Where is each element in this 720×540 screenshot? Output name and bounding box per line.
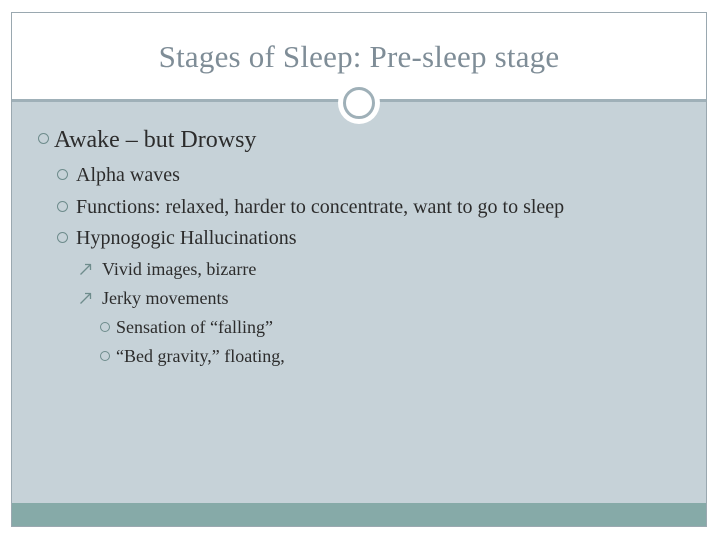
ring-bullet-icon xyxy=(100,322,110,332)
list-item xyxy=(57,164,180,187)
footer-band xyxy=(12,503,706,526)
sub-sub-list-item-text: Sensation of “falling” xyxy=(116,317,273,337)
sub-sub-list-item-text: “Bed gravity,” floating, xyxy=(116,346,285,366)
arrow-bullet-icon xyxy=(79,262,93,276)
ring-bullet-icon xyxy=(100,351,110,361)
list-item xyxy=(57,227,297,250)
sub-list-item xyxy=(79,259,256,280)
ring-bullet-icon xyxy=(38,133,49,144)
ring-icon xyxy=(338,82,380,124)
sub-list-item-text: Vivid images, bizarre xyxy=(102,259,257,279)
ring-bullet-icon xyxy=(57,201,68,212)
ring-bullet-icon xyxy=(57,232,68,243)
sub-list-item-text: Jerky movements xyxy=(102,288,229,308)
sub-sub-list-item xyxy=(100,317,273,338)
sub-list-item xyxy=(79,288,228,309)
list-item-text: Functions: relaxed, harder to concentrate, want to go to sleep xyxy=(76,196,565,218)
slide-title: Stages of Sleep: Pre-sleep stage xyxy=(158,39,560,74)
list-item-text: Alpha waves xyxy=(76,164,180,186)
sub-sub-list-item xyxy=(100,346,285,367)
ring-bullet-icon xyxy=(57,169,68,180)
list-item xyxy=(57,196,564,219)
arrow-bullet-icon xyxy=(79,291,93,305)
bullet-heading xyxy=(38,127,256,154)
list-item-text: Hypnogogic Hallucinations xyxy=(76,227,297,249)
slide xyxy=(11,12,707,527)
heading-text: Awake – but Drowsy xyxy=(54,127,257,153)
